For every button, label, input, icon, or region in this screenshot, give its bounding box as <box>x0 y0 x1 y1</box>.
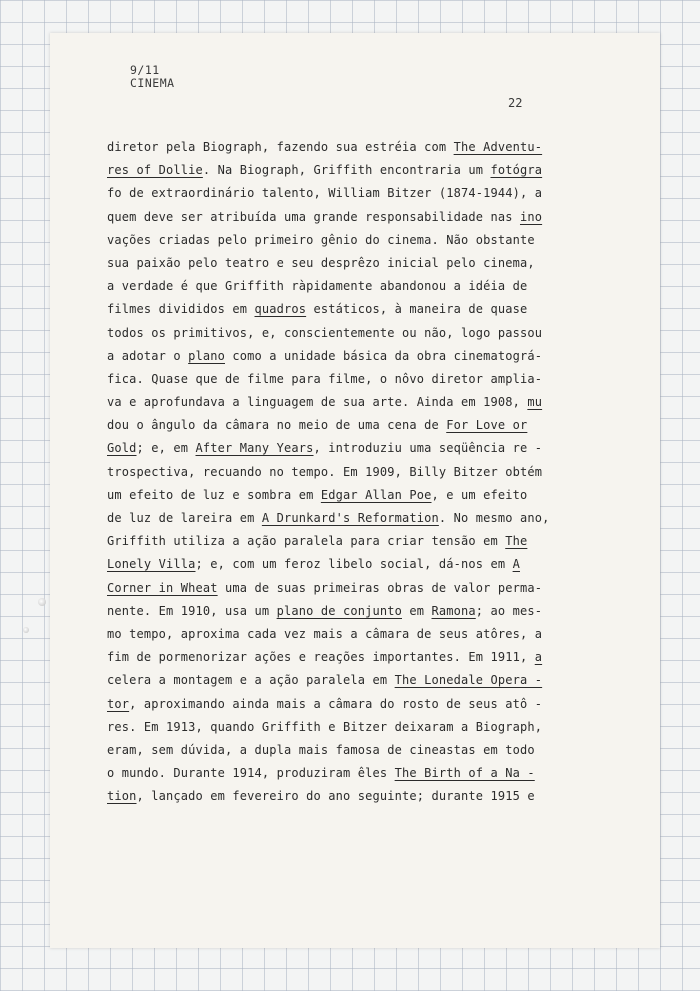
text-line <box>107 553 652 576</box>
text-segment: nente. Em 1910, usa um <box>107 603 277 618</box>
pin-mark-icon <box>38 598 46 606</box>
text-segment: fica. Quase que de filme para filme, o nôvo diretor amplia- <box>107 371 543 386</box>
text-segment: , introduziu uma seqüência re - <box>313 441 543 456</box>
underlined-title: Gold <box>107 441 137 456</box>
pin-mark-icon <box>23 627 29 633</box>
text-segment: fo de extraordinário talento, William Bitzer (1874-1944), a <box>107 186 543 201</box>
underlined-title: ino <box>519 209 543 224</box>
text-segment: diretor pela Biograph, fazendo sua estréia com <box>107 140 454 154</box>
text-line <box>107 507 652 530</box>
text-line <box>107 693 652 716</box>
text-line <box>107 136 652 159</box>
text-segment: sua paixão pelo teatro e seu desprêzo inicial pelo cinema, <box>107 255 535 270</box>
text-line <box>107 669 652 692</box>
text-line <box>107 182 652 205</box>
underlined-title: Lonely Villa <box>107 557 196 572</box>
text-segment: a verdade é que Griffith ràpidamente abandonou a idéia de <box>107 279 528 294</box>
underlined-title: Corner in Wheat <box>107 580 218 595</box>
text-line <box>107 437 652 460</box>
text-segment: , lançado em fevereiro do ano seguinte; durante 1915 e <box>136 789 535 804</box>
underlined-title: The <box>505 534 528 549</box>
text-segment: estáticos, à maneira de quase <box>306 302 528 317</box>
underlined-title: a <box>534 650 543 665</box>
text-segment: de luz de lareira em <box>107 511 262 525</box>
text-line <box>107 229 652 252</box>
text-segment: fim de pormenorizar ações e reações importantes. Em 1911, <box>107 650 535 665</box>
text-segment: , e um efeito <box>431 487 528 502</box>
underlined-title: The Lonedale Opera - <box>394 673 543 688</box>
page-number: 22 <box>508 96 523 110</box>
text-line <box>107 762 652 785</box>
underlined-title: tor <box>107 696 130 711</box>
text-line <box>107 461 652 484</box>
underlined-title: tion <box>107 789 137 804</box>
text-segment: ; ao mes- <box>475 603 543 618</box>
underlined-title: Edgar Allan Poe <box>320 487 432 502</box>
text-line <box>107 414 652 437</box>
body-text <box>107 136 652 808</box>
underlined-title: A <box>512 557 520 572</box>
text-segment: . Na Biograph, Griffith encontraria um <box>202 163 491 178</box>
underlined-title: For Love or <box>446 418 528 433</box>
underlined-title: After Many Years <box>195 441 314 456</box>
text-segment: dou o ângulo da câmara no meio de uma cena de <box>107 418 447 433</box>
text-line <box>107 739 652 762</box>
text-segment: res. Em 1913, quando Griffith e Bitzer deixaram a Biograph, <box>107 719 543 734</box>
text-line <box>107 368 652 391</box>
text-line <box>107 577 652 600</box>
text-line <box>107 206 652 229</box>
text-segment: eram, sem dúvida, a dupla mais famosa de cineastas em todo <box>107 742 535 757</box>
underlined-title: res of Dollie <box>107 163 203 178</box>
text-segment: filmes divididos em <box>107 302 255 317</box>
text-segment: va e aprofundava a linguagem de sua arte. Ainda em 1908, <box>107 395 528 410</box>
text-segment: . No mesmo ano, <box>438 511 550 525</box>
text-segment: um efeito de luz e sombra em <box>107 487 321 502</box>
text-segment: todos os primitivos, e, conscientemente ou não, logo passou <box>107 325 543 340</box>
text-line <box>107 623 652 646</box>
text-line <box>107 716 652 739</box>
text-line <box>107 646 652 669</box>
text-line <box>107 298 652 321</box>
text-segment: como a unidade básica da obra cinematográ- <box>225 348 543 363</box>
text-line <box>107 785 652 808</box>
text-segment: Griffith utiliza a ação paralela para criar tensão em <box>107 534 506 549</box>
text-segment: trospectiva, recuando no tempo. Em 1909, Billy Bitzer obtém <box>107 464 543 479</box>
underlined-title: plano <box>188 348 225 363</box>
underlined-title: plano de conjunto <box>276 603 402 618</box>
text-line <box>107 275 652 298</box>
text-segment: a adotar o <box>107 348 189 363</box>
text-segment: celera a montagem e a ação paralela em <box>107 673 395 688</box>
text-line <box>107 484 652 507</box>
text-line <box>107 600 652 623</box>
underlined-title: fotógra <box>490 163 543 178</box>
text-segment: , aproximando ainda mais a câmara do rosto de seus atô - <box>129 696 543 711</box>
text-segment: o mundo. Durante 1914, produziram êles <box>107 766 395 781</box>
text-segment: ; e, com um feroz libelo social, dá-nos em <box>195 557 513 572</box>
text-line <box>107 252 652 275</box>
text-line <box>107 391 652 414</box>
text-segment: mo tempo, aproxima cada vez mais a câmara de seus atôres, a <box>107 626 543 641</box>
reference-number: 9/11 <box>130 63 160 77</box>
text-segment: vações criadas pelo primeiro gênio do cinema. Não obstante <box>107 232 535 247</box>
text-segment: em <box>402 603 432 618</box>
underlined-title: mu <box>527 395 543 410</box>
underlined-title: The Adventu- <box>453 140 543 154</box>
text-segment: quem deve ser atribuída uma grande responsabilidade nas <box>107 209 520 224</box>
reference-header <box>130 64 175 90</box>
underlined-title: Ramona <box>431 603 476 618</box>
text-line <box>107 159 652 182</box>
typed-page <box>50 33 660 948</box>
text-line <box>107 530 652 553</box>
underlined-title: A Drunkard's Reformation <box>261 511 439 525</box>
underlined-title: The Birth of a Na - <box>394 766 535 781</box>
text-segment: ; e, em <box>136 441 196 456</box>
reference-section: CINEMA <box>130 76 175 90</box>
text-segment: uma de suas primeiras obras de valor perma- <box>217 580 543 595</box>
text-line <box>107 322 652 345</box>
underlined-title: quadros <box>254 302 307 317</box>
text-line <box>107 345 652 368</box>
